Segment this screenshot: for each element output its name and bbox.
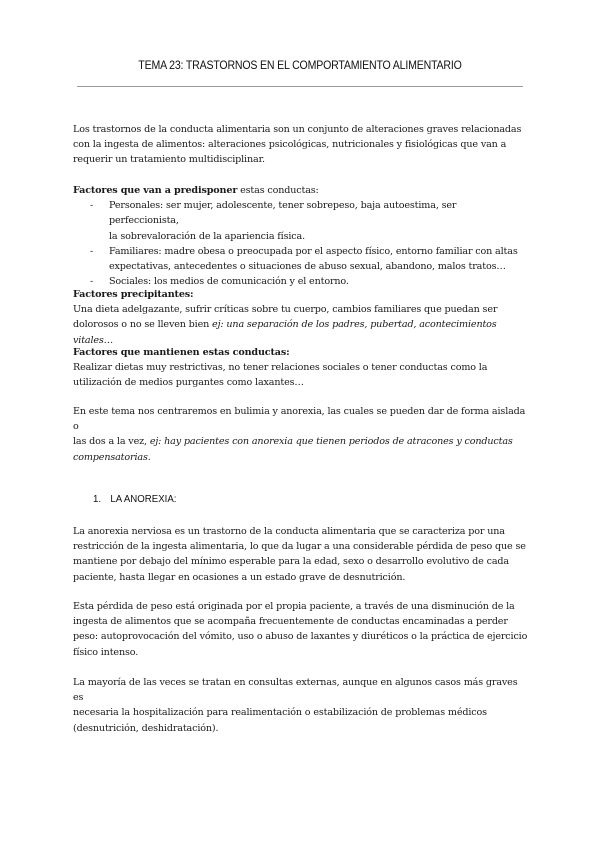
maintaining-heading: Factores que mantienen estas conductas: (73, 347, 290, 358)
title-divider (77, 86, 523, 87)
list-item (73, 244, 529, 274)
bullet-dash: - (90, 200, 94, 212)
section-number: 1. (93, 493, 102, 505)
paragraph-line: paciente, hasta llegar en ocasiones a un estado grave de desnutrición. (73, 571, 406, 583)
topic-example: ej: hay pacientes con anorexia que tienen periodos de atracones y conductas (149, 436, 513, 448)
topic-line-text: las dos a la vez, (73, 436, 150, 448)
maintaining-line: Realizar dietas muy restrictivas, no tener relaciones sociales o tener conductas como la (73, 362, 488, 374)
paragraph-line: necesaria la hospitalización para realimentación o estabilización de problemas médicos (73, 707, 487, 719)
topic-line: compensatorias. (73, 451, 151, 463)
precipitating-factors-block (73, 287, 529, 348)
paragraph-line: mantiene por debajo del mínimo esperable para la edad, sexo o desarrollo evolutivo de cada (73, 556, 509, 568)
intro-line: Los trastornos de la conducta alimentaria son un conjunto de alteraciones graves relacionadas (73, 124, 522, 135)
predisposing-heading (73, 183, 529, 198)
predisposing-factors-block (73, 183, 529, 289)
paragraph-line: ingesta de alimentos que se acompaña frecuentemente de conductas encaminadas a perder (73, 616, 508, 628)
bullet-dash: - (90, 245, 94, 257)
anorexia-paragraph-1 (73, 524, 529, 585)
predisposing-heading-bold: Factores que van a predisponer (73, 185, 238, 196)
precipitating-heading: Factores precipitantes: (73, 289, 194, 300)
section-title: LA ANOREXIA: (110, 493, 177, 505)
intro-paragraph (73, 122, 529, 168)
paragraph-line: La mayoría de las veces se tratan en consultas externas, aunque en algunos casos más graves es (73, 677, 518, 704)
list-item-line: la sobrevaloración de la apariencia física. (109, 230, 305, 242)
anorexia-paragraph-3 (73, 675, 529, 736)
bullet-dash: - (90, 276, 94, 288)
precipitating-example: ej: una separación de los padres, pubertad, acontecimientos vitales… (73, 319, 497, 346)
predisposing-heading-rest: estas conductas: (237, 185, 319, 196)
paragraph-line: restricción de la ingesta alimentaria, lo que da lugar a una considerable pérdida de peso que se (73, 541, 526, 553)
list-item-line: Familiares: madre obesa o preocupada por el aspecto físico, entorno familiar con altas (109, 245, 518, 257)
paragraph-line: físico intenso. (73, 646, 139, 658)
precipitating-line (73, 317, 529, 347)
paragraph-line: peso: autoprovocación del vómito, uso o abuso de laxantes y diuréticos o la práctica de ejercicio (73, 631, 528, 643)
list-item-line: Sociales: los medios de comunicación y el entorno. (109, 276, 349, 288)
intro-line: con la ingesta de alimentos: alteraciones psicológicas, nutricionales y fisiológicas que van a (73, 139, 507, 151)
list-item (73, 198, 529, 244)
anorexia-paragraph-2 (73, 599, 529, 660)
list-item-line: Personales: ser mujer, adolescente, tener sobrepeso, baja autoestima, ser perfeccionista, (109, 200, 457, 227)
intro-line: requerir un tratamiento multidisciplinar. (73, 154, 265, 166)
maintaining-factors-block (73, 345, 529, 391)
paragraph-line: Esta pérdida de peso está originada por el propia paciente, a través de una disminución de la (73, 601, 515, 612)
maintaining-line: utilización de medios purgantes como laxantes… (73, 377, 304, 389)
topic-line (73, 434, 529, 449)
section-heading-anorexia (93, 493, 176, 505)
list-item-line: expectativas, antecedentes o situaciones de abuso sexual, abandono, malos tratos… (109, 261, 506, 273)
topic-line: En este tema nos centraremos en bulimia y anorexia, las cuales se pueden dar de forma aislada o (73, 406, 526, 433)
precipitating-line: Una dieta adelgazante, sufrir críticas sobre tu cuerpo, cambios familiares que puedan ser (73, 304, 498, 316)
page-title: TEMA 23: TRASTORNOS EN EL COMPORTAMIENTO ALIMENTARIO (138, 60, 462, 72)
paragraph-line: La anorexia nerviosa es un trastorno de la conducta alimentaria que se caracteriza por una (73, 526, 505, 537)
precipitating-line-text: dolorosos o no se lleven bien (73, 319, 213, 331)
paragraph-line: (desnutrición, deshidratación). (73, 722, 219, 734)
predisposing-list (73, 198, 529, 289)
topic-paragraph (73, 404, 529, 465)
